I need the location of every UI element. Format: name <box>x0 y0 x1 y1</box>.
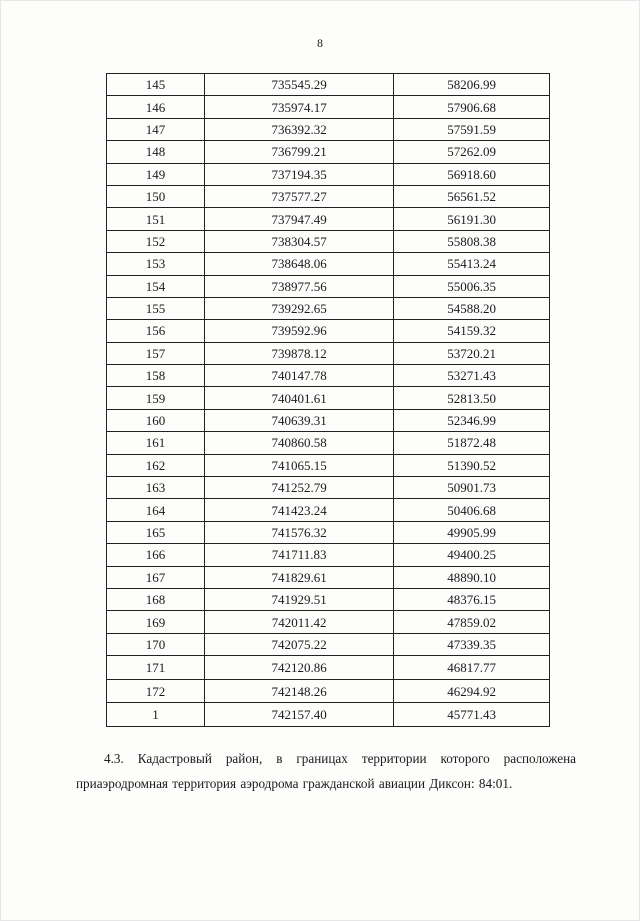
table-row <box>107 633 550 655</box>
y-coordinate-cell: 47859.02 <box>394 611 550 633</box>
y-coordinate-cell: 52346.99 <box>394 409 550 431</box>
point-number-cell: 157 <box>107 342 205 364</box>
x-coordinate-cell: 738977.56 <box>205 275 394 297</box>
table-row <box>107 454 550 476</box>
table-row <box>107 499 550 521</box>
x-coordinate-cell: 739592.96 <box>205 320 394 342</box>
point-number-cell: 172 <box>107 679 205 703</box>
table-row <box>107 230 550 252</box>
x-coordinate-cell: 741711.83 <box>205 544 394 566</box>
coordinates-table-body <box>107 74 550 727</box>
x-coordinate-cell: 739292.65 <box>205 297 394 319</box>
x-coordinate-cell: 735974.17 <box>205 96 394 118</box>
point-number-cell: 152 <box>107 230 205 252</box>
table-row <box>107 297 550 319</box>
point-number-cell: 151 <box>107 208 205 230</box>
table-row <box>107 588 550 610</box>
table-row <box>107 118 550 140</box>
x-coordinate-cell: 742075.22 <box>205 633 394 655</box>
y-coordinate-cell: 49905.99 <box>394 521 550 543</box>
y-coordinate-cell: 50901.73 <box>394 477 550 499</box>
table-row <box>107 342 550 364</box>
y-coordinate-cell: 56191.30 <box>394 208 550 230</box>
table-row <box>107 365 550 387</box>
table-row <box>107 409 550 431</box>
point-number-cell: 162 <box>107 454 205 476</box>
table-row <box>107 566 550 588</box>
table-row <box>107 477 550 499</box>
x-coordinate-cell: 741252.79 <box>205 477 394 499</box>
table-row <box>107 432 550 454</box>
x-coordinate-cell: 738304.57 <box>205 230 394 252</box>
point-number-cell: 170 <box>107 633 205 655</box>
y-coordinate-cell: 45771.43 <box>394 703 550 727</box>
x-coordinate-cell: 740401.61 <box>205 387 394 409</box>
table-row <box>107 96 550 118</box>
x-coordinate-cell: 735545.29 <box>205 74 394 96</box>
y-coordinate-cell: 46817.77 <box>394 656 550 680</box>
x-coordinate-cell: 741576.32 <box>205 521 394 543</box>
y-coordinate-cell: 57591.59 <box>394 118 550 140</box>
y-coordinate-cell: 56918.60 <box>394 163 550 185</box>
x-coordinate-cell: 736799.21 <box>205 141 394 163</box>
table-row <box>107 387 550 409</box>
table-row <box>107 253 550 275</box>
y-coordinate-cell: 51872.48 <box>394 432 550 454</box>
x-coordinate-cell: 741065.15 <box>205 454 394 476</box>
table-row <box>107 275 550 297</box>
point-number-cell: 160 <box>107 409 205 431</box>
point-number-cell: 161 <box>107 432 205 454</box>
point-number-cell: 166 <box>107 544 205 566</box>
x-coordinate-cell: 741829.61 <box>205 566 394 588</box>
point-number-cell: 146 <box>107 96 205 118</box>
point-number-cell: 155 <box>107 297 205 319</box>
x-coordinate-cell: 742148.26 <box>205 679 394 703</box>
y-coordinate-cell: 56561.52 <box>394 185 550 207</box>
y-coordinate-cell: 55413.24 <box>394 253 550 275</box>
y-coordinate-cell: 57262.09 <box>394 141 550 163</box>
point-number-cell: 158 <box>107 365 205 387</box>
y-coordinate-cell: 46294.92 <box>394 679 550 703</box>
coordinates-table <box>106 73 550 727</box>
point-number-cell: 154 <box>107 275 205 297</box>
point-number-cell: 147 <box>107 118 205 140</box>
x-coordinate-cell: 742011.42 <box>205 611 394 633</box>
point-number-cell: 171 <box>107 656 205 680</box>
point-number-cell: 156 <box>107 320 205 342</box>
cadastral-district-paragraph: 4.3. Кадастровый район, в границах территории которого расположена приаэродромная территория аэродрома гражданской авиации Диксон: 84:01. <box>76 751 576 791</box>
x-coordinate-cell: 740147.78 <box>205 365 394 387</box>
y-coordinate-cell: 50406.68 <box>394 499 550 521</box>
point-number-cell: 145 <box>107 74 205 96</box>
y-coordinate-cell: 58206.99 <box>394 74 550 96</box>
point-number-cell: 164 <box>107 499 205 521</box>
x-coordinate-cell: 738648.06 <box>205 253 394 275</box>
table-row <box>107 208 550 230</box>
x-coordinate-cell: 742157.40 <box>205 703 394 727</box>
point-number-cell: 168 <box>107 588 205 610</box>
point-number-cell: 1 <box>107 703 205 727</box>
y-coordinate-cell: 54159.32 <box>394 320 550 342</box>
y-coordinate-cell: 51390.52 <box>394 454 550 476</box>
table-row <box>107 544 550 566</box>
y-coordinate-cell: 55808.38 <box>394 230 550 252</box>
table-row <box>107 141 550 163</box>
y-coordinate-cell: 49400.25 <box>394 544 550 566</box>
y-coordinate-cell: 55006.35 <box>394 275 550 297</box>
point-number-cell: 163 <box>107 477 205 499</box>
y-coordinate-cell: 53720.21 <box>394 342 550 364</box>
y-coordinate-cell: 54588.20 <box>394 297 550 319</box>
point-number-cell: 165 <box>107 521 205 543</box>
point-number-cell: 153 <box>107 253 205 275</box>
point-number-cell: 150 <box>107 185 205 207</box>
point-number-cell: 149 <box>107 163 205 185</box>
x-coordinate-cell: 741929.51 <box>205 588 394 610</box>
page-number: 8 <box>317 36 323 50</box>
point-number-cell: 167 <box>107 566 205 588</box>
table-row <box>107 611 550 633</box>
y-coordinate-cell: 52813.50 <box>394 387 550 409</box>
point-number-cell: 159 <box>107 387 205 409</box>
table-row <box>107 521 550 543</box>
y-coordinate-cell: 48890.10 <box>394 566 550 588</box>
table-row <box>107 679 550 703</box>
table-row <box>107 163 550 185</box>
y-coordinate-cell: 48376.15 <box>394 588 550 610</box>
x-coordinate-cell: 742120.86 <box>205 656 394 680</box>
x-coordinate-cell: 740860.58 <box>205 432 394 454</box>
table-row <box>107 703 550 727</box>
point-number-cell: 169 <box>107 611 205 633</box>
x-coordinate-cell: 737947.49 <box>205 208 394 230</box>
y-coordinate-cell: 53271.43 <box>394 365 550 387</box>
y-coordinate-cell: 47339.35 <box>394 633 550 655</box>
point-number-cell: 148 <box>107 141 205 163</box>
x-coordinate-cell: 736392.32 <box>205 118 394 140</box>
y-coordinate-cell: 57906.68 <box>394 96 550 118</box>
x-coordinate-cell: 739878.12 <box>205 342 394 364</box>
x-coordinate-cell: 737194.35 <box>205 163 394 185</box>
x-coordinate-cell: 741423.24 <box>205 499 394 521</box>
table-row <box>107 656 550 680</box>
x-coordinate-cell: 740639.31 <box>205 409 394 431</box>
table-row <box>107 320 550 342</box>
x-coordinate-cell: 737577.27 <box>205 185 394 207</box>
table-row <box>107 74 550 96</box>
table-row <box>107 185 550 207</box>
